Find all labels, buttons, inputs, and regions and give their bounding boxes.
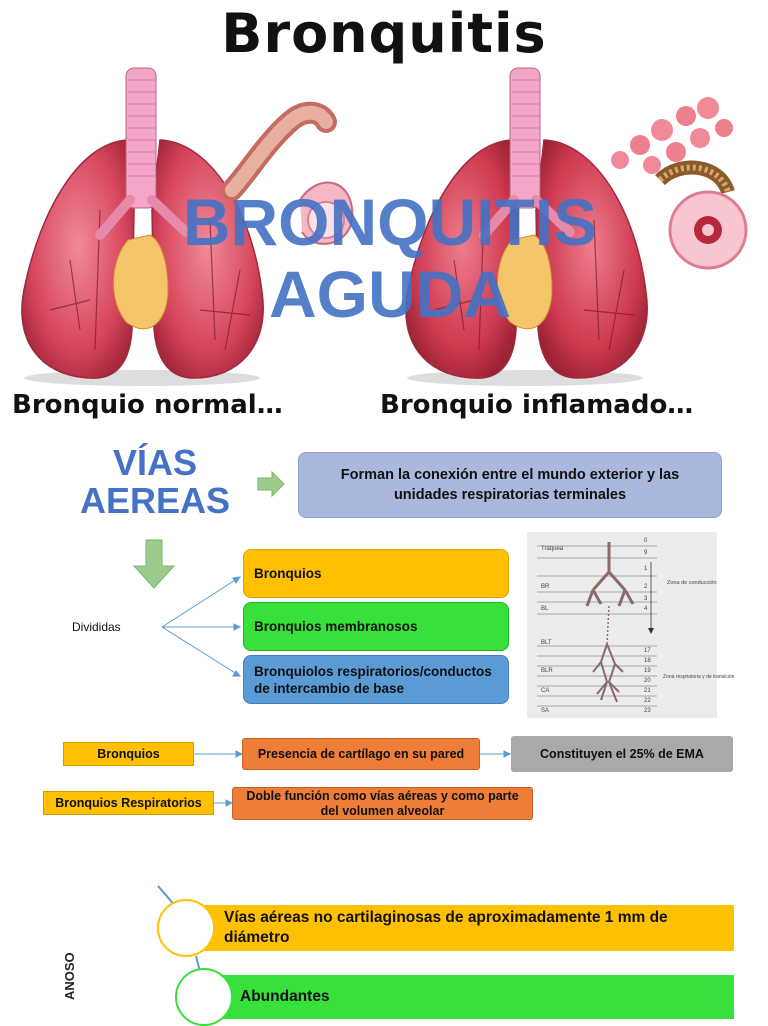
label-trachea: Tráquea xyxy=(541,546,564,552)
gen-2: 2 xyxy=(644,584,648,590)
caption-inflamed: Bronquio inflamado… xyxy=(380,390,694,420)
gen-21: 21 xyxy=(644,688,651,694)
category-membranous-bronchi: Bronquios membranosos xyxy=(243,602,509,651)
overlay-line-1: BRONQUITIS xyxy=(182,185,598,259)
gen-19: 19 xyxy=(644,668,651,674)
gen-17: 17 xyxy=(644,648,651,654)
down-arrow xyxy=(134,540,174,588)
zone-respiratory: Zona respiratoria y de transición xyxy=(663,674,735,680)
category-bronchi: Bronquios xyxy=(243,549,509,598)
membranous-vertical-label xyxy=(62,952,92,1024)
overlay-line-2: AGUDA xyxy=(269,257,511,331)
divided-label: Divididas xyxy=(72,620,121,634)
membranous-item-1: Vías aéreas no cartilaginosas de aproximadamente 1 mm de diámetro xyxy=(186,905,734,951)
page-title: Bronquitis xyxy=(221,2,547,65)
gen-1: 1 xyxy=(644,566,648,572)
airway-generations-figure xyxy=(527,532,735,718)
resp-bronchi-feature: Doble función como vías aéreas y como parte del volumen alveolar xyxy=(232,787,533,820)
gen-18: 18 xyxy=(644,658,651,664)
airways-heading-line-2: AEREAS xyxy=(79,480,231,521)
gen-22: 22 xyxy=(644,698,651,704)
divided-connectors xyxy=(162,577,240,676)
gen-4: 4 xyxy=(644,606,648,612)
resp-bronchi-tag: Bronquios Respiratorios xyxy=(43,791,214,815)
caption-normal: Bronquio normal… xyxy=(12,390,283,420)
gen-23: 23 xyxy=(644,708,651,714)
label-ca: CA xyxy=(541,688,550,694)
membranous-item-1-bullet xyxy=(157,899,215,957)
airways-definition: Forman la conexión entre el mundo exterior y las unidades respiratorias terminales xyxy=(298,452,722,518)
label-blr: BLR xyxy=(541,668,553,674)
gen-20: 20 xyxy=(644,678,651,684)
membranous-item-2-bullet xyxy=(175,968,233,1026)
bronchi-feature: Presencia de cartílago en su pared xyxy=(242,738,480,770)
gen-0: 0 xyxy=(644,538,648,544)
membranous-item-2: Abundantes xyxy=(204,975,734,1019)
label-blt: BLT xyxy=(541,640,552,646)
membranous-vertical-text: ANOSO xyxy=(62,952,77,1000)
right-arrow xyxy=(258,472,284,496)
bronchi-tag: Bronquios xyxy=(63,742,194,766)
airways-heading-line-1: VÍAS xyxy=(112,442,198,483)
bronchi-result: Constituyen el 25% de EMA xyxy=(511,736,733,772)
label-sa: SA xyxy=(541,708,550,714)
zone-conduction: Zona de conducción xyxy=(667,580,717,586)
label-br: BR xyxy=(541,584,550,590)
label-bl: BL xyxy=(541,606,549,612)
category-respiratory-bronchioles: Bronquiolos respiratorios/conductos de intercambio de base xyxy=(243,655,509,704)
gen-3: 3 xyxy=(644,596,648,602)
gen-9: 9 xyxy=(644,550,648,556)
